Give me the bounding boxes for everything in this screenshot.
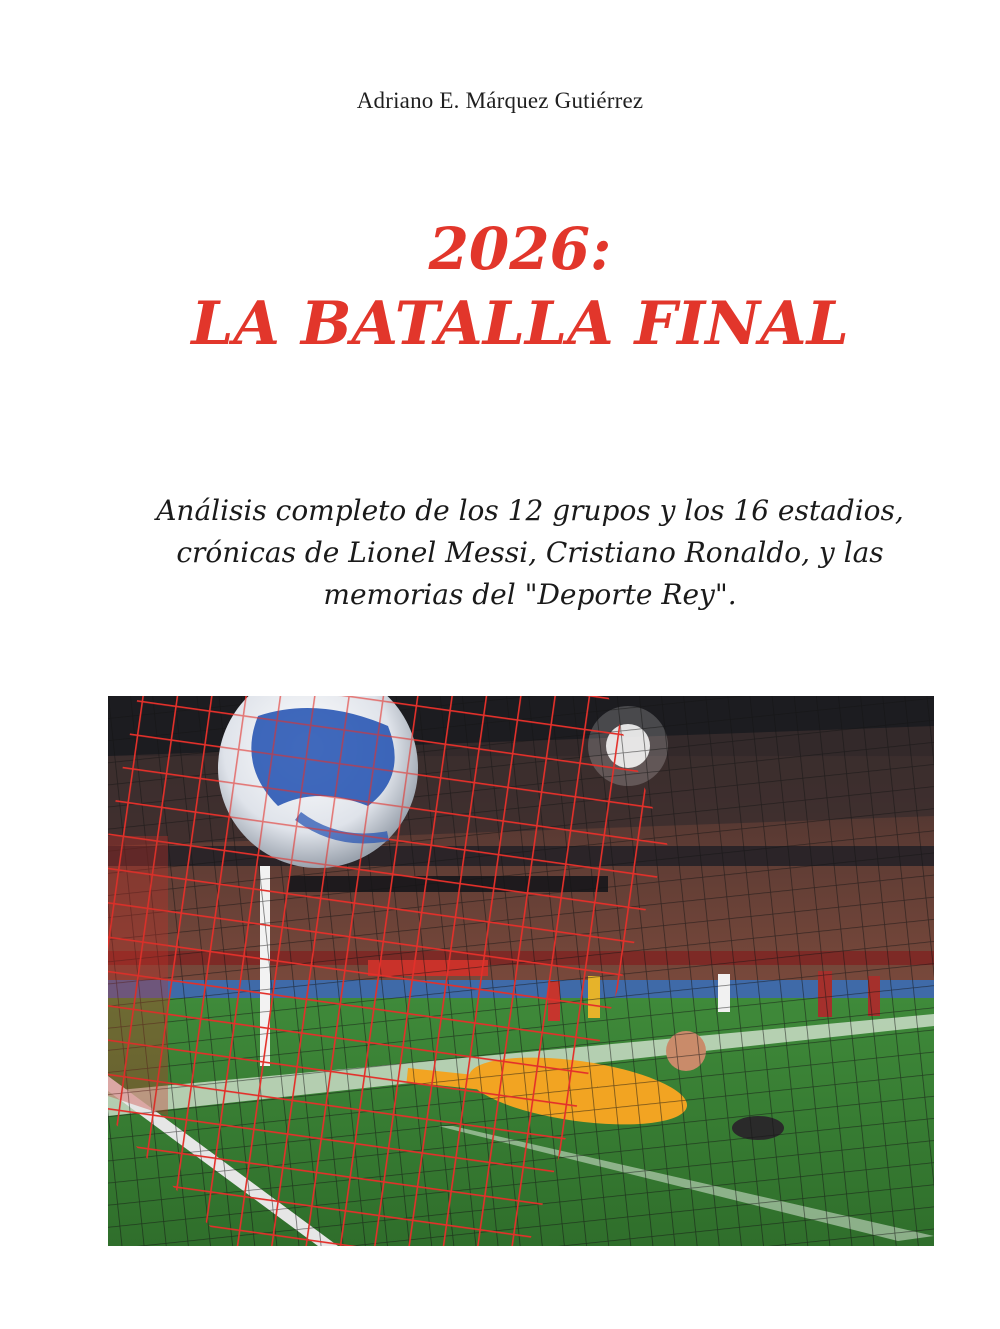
cover-photo-goal-net bbox=[108, 696, 934, 1246]
book-subtitle: Análisis completo de los 12 grupos y los 16 estadios, crónicas de Lionel Messi, Cristiano Ronaldo, y las memorias del "Deporte Rey". bbox=[156, 494, 904, 611]
title-year: 2026: bbox=[428, 215, 612, 283]
book-title bbox=[0, 212, 1000, 362]
author-name: Adriano E. Márquez Gutiérrez bbox=[356, 88, 644, 113]
title-main: LA BATALLA FINAL bbox=[191, 289, 849, 359]
